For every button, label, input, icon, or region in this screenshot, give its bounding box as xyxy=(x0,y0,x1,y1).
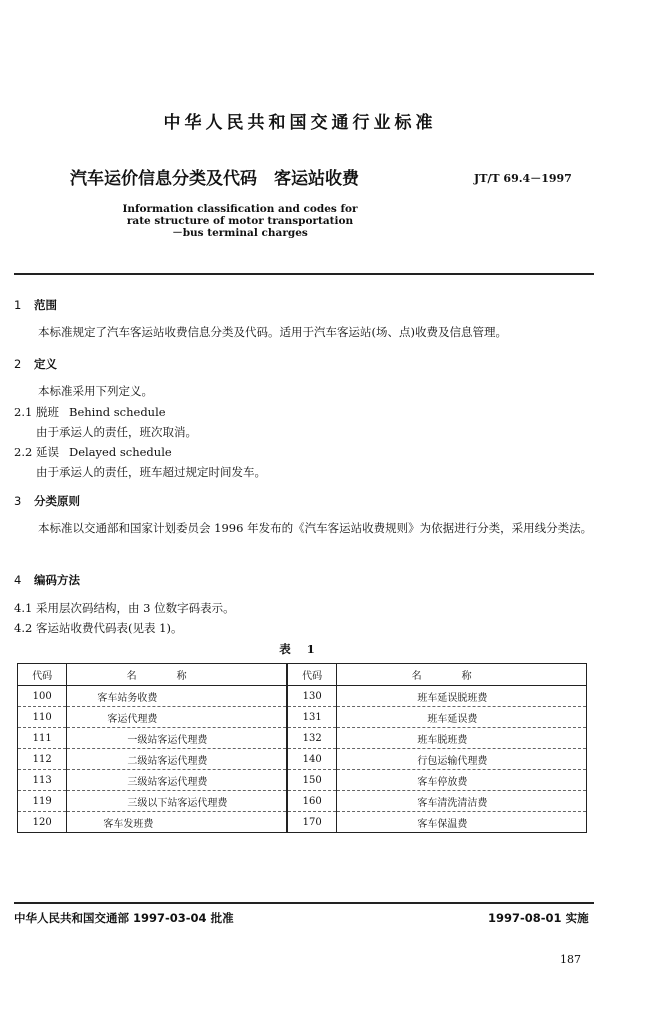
name-cell: 班车延误脱班费 xyxy=(337,686,587,707)
title-en-line-3: －bus terminal charges xyxy=(172,227,308,239)
name-cell: 客车发班费 xyxy=(67,812,287,833)
section-4-heading xyxy=(14,572,80,588)
name-cell: 一级站客运代理费 xyxy=(67,728,287,749)
definition-2-1 xyxy=(14,404,166,420)
name-cell: 行包运输代理费 xyxy=(337,749,587,770)
standard-title-cn: 汽车运价信息分类及代码 客运站收费 xyxy=(70,169,359,189)
charge-code-table xyxy=(17,663,587,833)
item-4-1 xyxy=(14,600,235,616)
code-cell: 132 xyxy=(287,728,337,749)
header-name-left: 名称 xyxy=(67,664,287,686)
code-cell: 113 xyxy=(18,770,67,791)
header-rule xyxy=(14,273,594,275)
section-3-number: 3 xyxy=(14,494,22,508)
definition-2-1-number: 2.1 xyxy=(14,405,33,419)
header-code-left: 代码 xyxy=(18,664,67,686)
section-4-number: 4 xyxy=(14,573,22,587)
header-name-right: 名称 xyxy=(337,664,587,686)
name-cell: 二级站客运代理费 xyxy=(67,749,287,770)
definition-2-1-body: 由于承运人的责任，班次取消。 xyxy=(36,425,197,439)
code-cell: 100 xyxy=(18,686,67,707)
page-number: 187 xyxy=(560,953,581,966)
section-2-heading xyxy=(14,356,57,372)
table-row xyxy=(18,728,587,749)
item-4-1-number: 4.1 xyxy=(14,601,33,615)
table-header-row xyxy=(18,664,587,686)
code-cell: 112 xyxy=(18,749,67,770)
footer-rule xyxy=(14,902,594,904)
definition-2-2-body: 由于承运人的责任，班车超过规定时间发车。 xyxy=(36,465,266,479)
table-row xyxy=(18,749,587,770)
code-cell: 130 xyxy=(287,686,337,707)
name-cell: 班车脱班费 xyxy=(337,728,587,749)
definition-2-1-en: Behind schedule xyxy=(69,405,166,419)
definition-2-2-number: 2.2 xyxy=(14,445,33,459)
definition-2-1-term: 脱班 xyxy=(36,405,59,419)
section-2-number: 2 xyxy=(14,357,22,371)
section-1-heading xyxy=(14,297,57,313)
section-3-title: 分类原则 xyxy=(34,494,80,508)
name-cell: 班车延误费 xyxy=(337,707,587,728)
section-2-title: 定义 xyxy=(34,357,57,371)
standard-title-en xyxy=(100,203,380,239)
code-cell: 110 xyxy=(18,707,67,728)
effective-date: 1997-08-01 实施 xyxy=(488,911,589,925)
name-cell: 客车停放费 xyxy=(337,770,587,791)
title-en-line-2: rate structure of motor transportation xyxy=(126,215,354,227)
section-4-title: 编码方法 xyxy=(34,573,80,587)
name-cell: 客车保温费 xyxy=(337,812,587,833)
table-row xyxy=(18,770,587,791)
section-3-body: 本标准以交通部和国家计划委员会 1996 年发布的《汽车客运站收费规则》为依据进行分类，采用线分类法。 xyxy=(38,521,593,535)
table-row xyxy=(18,791,587,812)
code-cell: 170 xyxy=(287,812,337,833)
code-cell: 160 xyxy=(287,791,337,812)
table-caption: 表 1 xyxy=(279,642,321,656)
name-cell: 三级站客运代理费 xyxy=(67,770,287,791)
code-cell: 111 xyxy=(18,728,67,749)
table-row xyxy=(18,707,587,728)
section-1-body: 本标准规定了汽车客运站收费信息分类及代码。适用于汽车客运站(场、点)收费及信息管理。 xyxy=(38,325,507,339)
table-row xyxy=(18,686,587,707)
name-cell: 客运代理费 xyxy=(67,707,287,728)
definition-2-2 xyxy=(14,444,172,460)
item-4-1-body: 采用层次码结构，由 3 位数字码表示。 xyxy=(36,601,235,615)
section-1-title: 范围 xyxy=(34,298,57,312)
code-cell: 131 xyxy=(287,707,337,728)
section-1-number: 1 xyxy=(14,298,22,312)
standard-code: JT/T 69.4－1997 xyxy=(474,172,572,185)
definition-2-2-en: Delayed schedule xyxy=(69,445,172,459)
section-3-heading xyxy=(14,493,80,509)
code-cell: 140 xyxy=(287,749,337,770)
name-cell: 客车清洗清洁费 xyxy=(337,791,587,812)
code-cell: 120 xyxy=(18,812,67,833)
code-cell: 119 xyxy=(18,791,67,812)
name-cell: 客车站务收费 xyxy=(67,686,287,707)
issuing-org: 中华人民共和国交通行业标准 xyxy=(163,113,437,133)
item-4-2-number: 4.2 xyxy=(14,621,33,635)
code-cell: 150 xyxy=(287,770,337,791)
item-4-2-body: 客运站收费代码表(见表 1)。 xyxy=(36,621,183,635)
section-2-intro: 本标准采用下列定义。 xyxy=(38,384,153,398)
table-row xyxy=(18,812,587,833)
header-code-right: 代码 xyxy=(287,664,337,686)
approval-line: 中华人民共和国交通部 1997-03-04 批准 xyxy=(14,911,234,925)
item-4-2 xyxy=(14,620,182,636)
definition-2-2-term: 延误 xyxy=(36,445,59,459)
title-en-line-1: Information classification and codes for xyxy=(122,203,358,215)
name-cell: 三级以下站客运代理费 xyxy=(67,791,287,812)
